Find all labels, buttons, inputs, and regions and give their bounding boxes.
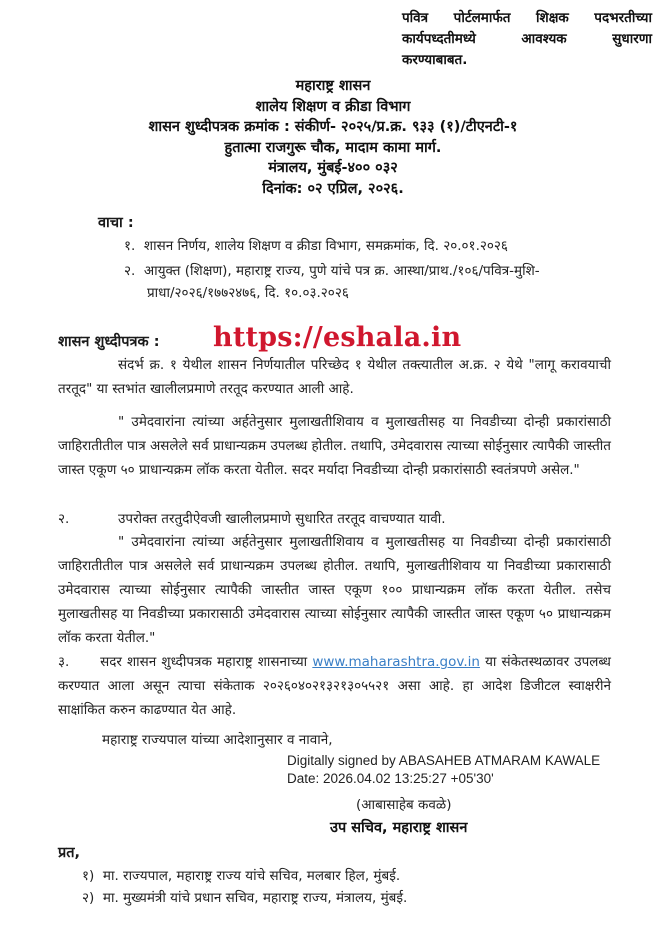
subject-line-3: करण्याबाबत.: [402, 52, 468, 68]
quote-1: " उमेदवारांना त्यांच्या अर्हतेनुसार मुलाखतीशिवाय व मुलाखतीसह या निवडीच्या दोन्ही प्रकारांसाठी जाहिरातीतील पात्र असलेले सर्व प्राधान्यक्रम उपलब्ध होतील. तथापि, उमेदवारास त्याच्या सोईनुसार त्यापैकी जास्तीत जास्त एकूण ५० प्राधान्यक्रम लॉक करता येतील. सदर मर्यादा निवडीच्या दोन्ही प्रकारांसाठी स्वतंत्रपणे असेल.": [58, 414, 611, 478]
point-3-text-before: सदर शासन शुध्दीपत्रक महाराष्ट्र शासनाच्या: [100, 654, 308, 670]
copy-to-text: मा. मुख्यमंत्री यांचे प्रधान सचिव, महाराष्ट्र राज्य, मंत्रालय, मुंबई.: [102, 890, 408, 906]
quote-2: " उमेदवारांना त्यांच्या अर्हतेनुसार मुलाखतीशिवाय व मुलाखतीसह या निवडीच्या दोन्ही प्रकारांसाठी जाहिरातीतील पात्र असलेले सर्व प्राधान्यक्रम उपलब्ध होतील. तथापि, मुलाखतीशिवाय या निवडीच्या प्रकारासाठी उमेदवारास त्याच्या सोईनुसार त्यापैकी जास्तीत जास्त एकूण १०० प्राधान्यक्रम लॉक करता येतील. तसेच मुलाखतीसह या निवडीच्या प्रकारासाठी उमेदवारास त्याच्या सोईनुसार त्यापैकी जास्तीत जास्त एकूण ५० प्राधान्यक्रम लॉक करता येतील.": [58, 534, 611, 646]
reference-number: २.: [124, 263, 136, 279]
copy-to-label: प्रत,: [58, 845, 81, 861]
point-3-number: ३.: [58, 654, 70, 670]
digital-signature-date: Date: 2026.04.02 13:25:27 +05'30': [287, 771, 494, 786]
copy-to-number: २): [82, 890, 95, 906]
order-line: महाराष्ट्र राज्यपाल यांच्या आदेशानुसार व नावाने,: [102, 732, 333, 748]
watermark-url: https://eshala.in: [213, 322, 462, 353]
department-name: शालेय शिक्षण व क्रीडा विभाग: [255, 98, 411, 115]
reference-text: आयुक्त (शिक्षण), महाराष्ट्र राज्य, पुणे यांचे पत्र क्र. आस्था/प्राथ./१०६/पवित्र-मुशि-: [143, 263, 540, 279]
reference-item-2-continued: प्राधा/२०२६/१७७२४७६, दि. १०.०३.२०२६: [147, 285, 349, 301]
address-line-1: हुतात्मा राजगुरू चौक, मादाम कामा मार्ग.: [224, 139, 442, 156]
reference-number: १.: [124, 238, 136, 254]
maharashtra-gov-link[interactable]: www.maharashtra.gov.in: [312, 654, 480, 670]
copy-to-number: १): [82, 868, 95, 884]
document-date: दिनांक: ०२ एप्रिल, २०२६.: [262, 180, 404, 197]
paragraph-1: संदर्भ क्र. १ येथील शासन निर्णयातील परिच्छेद १ येथील तक्त्यातील अ.क्र. २ येथे "लागू करावयाची तरतूद" या स्तभांत खालीलप्रमाणे तरतूद करण्यात आली आहे.: [58, 357, 611, 397]
corrigendum-heading: शासन शुध्दीपत्रक :: [58, 334, 160, 350]
address-line-2: मंत्रालय, मुंबई-४०० ०३२: [268, 160, 398, 176]
corrigendum-number: शासन शुध्दीपत्रक क्रमांक : संकीर्ण- २०२५/प्र.क्र. ९३३ (१)/टीएनटी-१: [148, 119, 518, 135]
government-name: महाराष्ट्र शासन: [295, 78, 371, 94]
copy-to-item-1: [82, 866, 400, 884]
signatory-name: (आबासाहेब कवळे): [356, 797, 452, 813]
signatory-designation: उप सचिव, महाराष्ट्र शासन: [330, 820, 468, 836]
subject-line-2: कार्यपध्दतीमध्ये आवश्यक सुधारणा: [402, 31, 652, 47]
point-2-text: उपरोक्त तरतुदीऐवजी खालीलप्रमाणे सुधारित तरतूद वाचण्यात यावी.: [118, 511, 446, 527]
copy-to-text: मा. राज्यपाल, महाराष्ट्र राज्य यांचे सचिव, मलबार हिल, मुंबई.: [102, 868, 401, 884]
subject-block: [402, 8, 652, 71]
reference-item-2: [124, 261, 540, 279]
paragraph-3: [58, 650, 611, 722]
reference-item-1: [124, 236, 508, 254]
reference-text: शासन निर्णय, शालेय शिक्षण व क्रीडा विभाग, समक्रमांक, दि. २०.०१.२०२६: [143, 238, 508, 254]
copy-to-item-2: [82, 888, 407, 906]
header-block: [40, 76, 626, 199]
digital-signature-block: [287, 752, 600, 788]
point-3-text-after: या संकेतस्थळावर उपलब्ध करण्यात आला असून त्याचा संकेताक २०२६०४०२१३२१३०५५२१ असा आहे. हा आदेश डिजीटल स्वाक्षरीने साक्षांकित करुन काढण्यात येत आहे.: [58, 654, 611, 718]
subject-line-1: पवित्र पोर्टलमार्फत शिक्षक पदभरतीच्या: [402, 10, 652, 26]
references-label: वाचा :: [98, 215, 134, 231]
point-2-number: २.: [58, 511, 70, 527]
digital-signature-name: Digitally signed by ABASAHEB ATMARAM KAWALE: [287, 753, 601, 768]
